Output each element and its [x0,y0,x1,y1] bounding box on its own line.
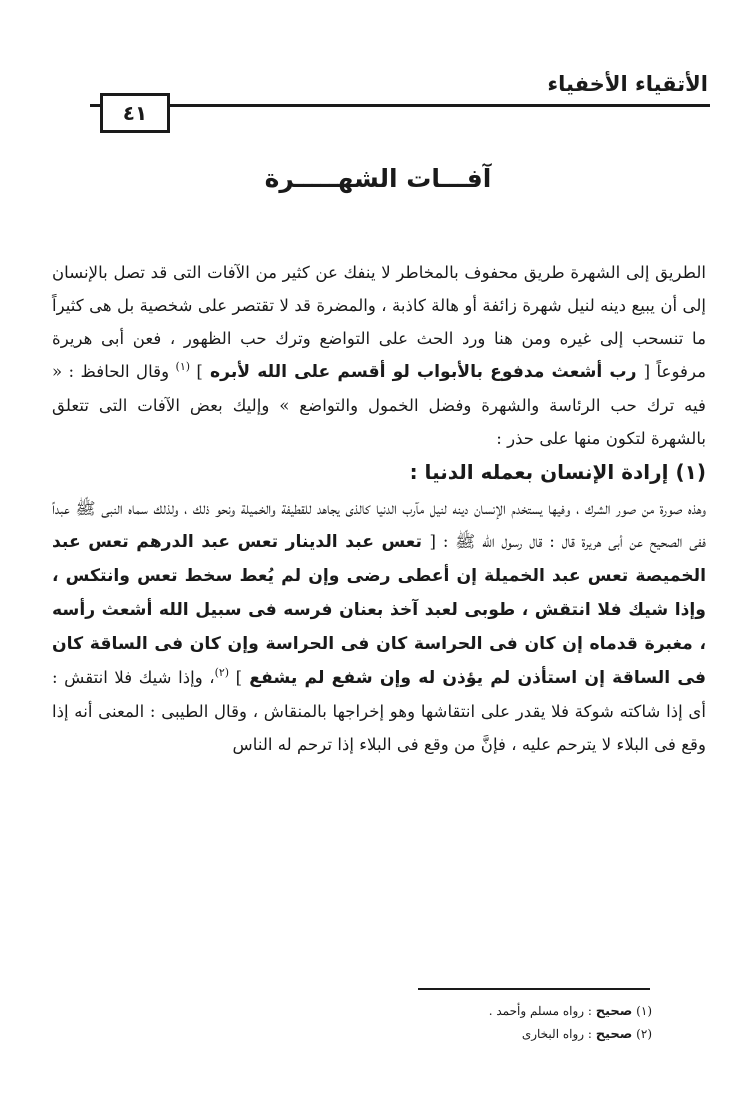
footnote-number: (٢) [636,1027,652,1041]
footnote-ref-2: (٢) [214,666,230,679]
footnote-separator: : [584,1027,596,1041]
section-paragraph [52,492,706,761]
footnote-grade: صحيح [595,1027,633,1042]
bracket-close-1: ] [190,362,203,381]
footnotes [489,1000,652,1046]
footnote-ref-1: (١) [175,360,191,373]
footnote-text: رواه مسلم وأحمد . [488,1004,585,1018]
section-heading: (١) إرادة الإنسان بعمله الدنيا : [409,460,706,484]
footnote-number: (١) [636,1004,652,1018]
section-text-2: ، وإذا شيك فلا انتقش : أى إذا شاكته شوكة فلا يقدر على انتقاشها وهو إخراجها بالمنقاش ، وقال الطيبى : المعنى أنه إذا وقع فى البلاء لا يترحم عليه ، فإنَّ من وقع فى البلاء إذا ترحم له الناس [52,668,707,754]
body-text [52,256,706,761]
header-rule [90,104,710,107]
bracket-close-2: ] [229,668,243,687]
footnote-text: رواه البخارى [521,1027,585,1041]
page-number: ٤١ [122,101,148,125]
page-number-box [100,93,170,133]
hadith-text-2: تعس عبد الدينار تعس عبد الدرهم تعس عبد الخميصة تعس عبد الخميلة إن أعطى رضى وإن لم يُعط سخط تعس وانتكس ، وإذا شيك فلا انتقش ، طوبى لعبد آخذ بعنان فرسه فى سبيل الله أشعث رأسه ، مغبرة قدماه إن كان فى الحراسة كان فى الحراسة وإن كان فى الساقة كان فى الساقة إن استأذن لم يؤذن له وإن شفع لم يشفع [52,532,706,688]
running-title: الأتقياء الأخفياء [547,72,708,96]
footnote-separator: : [584,1004,596,1018]
footnote-rule [418,988,650,990]
footnote-item [489,1023,652,1046]
hadith-text-1: رب أشعث مدفوع بالأبواب لو أقسم على الله لأبره [202,362,644,382]
section-text-1: وهذه صورة من صور الشرك ، وفيها يستخدم الإنسان دينه لنيل مآرب الدنيا كالذى يجاهد للقطيفة والخميلة ونحو ذلك ، ولذلك سماه النبى ﷺ عبداً ففى الصحيح عن أبى هريرة قال : قال رسول الله ﷺ : [ [52,499,707,551]
footnote-grade: صحيح [595,1004,633,1019]
intro-paragraph [52,256,706,455]
chapter-title: آفـــات الشهـــــرة [264,164,492,193]
intro-text-1: الطريق إلى الشهرة طريق محفوف بالمخاطر لا ينفك عن كثير من الآفات التى قد تصل بالإنسان إلى أن يبيع دينه لنيل شهرة زائفة أو هالة كاذبة ، والمضرة قد لا تقتصر على شخصية بل هى كثيراً ما تنسحب إلى غيره ومن هنا ورد الحث على التواضع وترك حب الظهور ، فعن أبى هريرة مرفوعاً [ [52,263,707,381]
footnote-item [489,1000,652,1023]
intro-text-2: وقال الحافظ : « فيه ترك حب الرئاسة والشهرة وفضل الخمول والتواضع » وإليك بعض الآفات التى تتعلق بالشهرة لتكون منها على حذر : [52,362,706,448]
